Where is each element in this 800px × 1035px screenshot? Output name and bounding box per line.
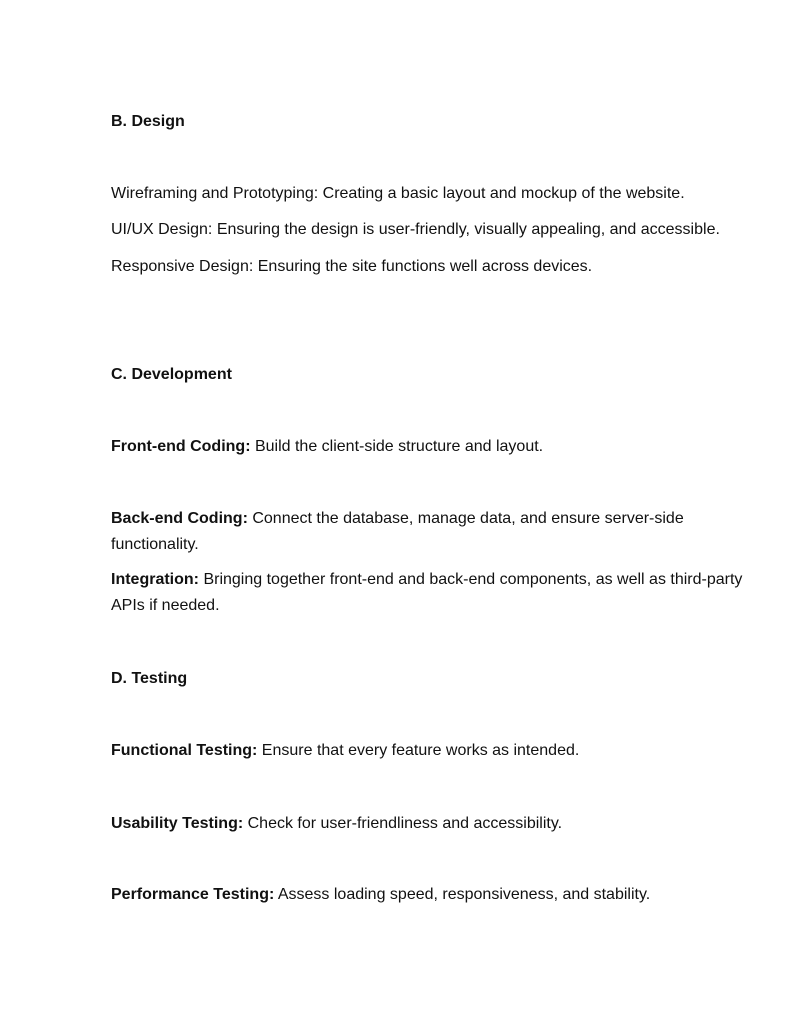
section-heading-testing: D. Testing (111, 670, 188, 687)
design-item-wireframing: Wireframing and Prototyping: Creating a basic layout and mockup of the website. (111, 185, 685, 202)
development-term-backend: Back-end Coding: (111, 510, 248, 527)
development-term-integration: Integration: (111, 571, 199, 588)
testing-text-performance: Assess loading speed, responsiveness, and stability. (274, 886, 651, 903)
section-heading-development: C. Development (111, 366, 232, 383)
development-text-integration: Bringing together front-end and back-end components, as well as third-party APIs if needed. (111, 571, 743, 614)
testing-text-usability: Check for user-friendliness and accessibility. (243, 815, 563, 832)
development-item-integration (111, 567, 751, 619)
development-item-frontend (111, 434, 751, 460)
development-item-backend (111, 506, 751, 558)
section-heading-design: B. Design (111, 113, 185, 130)
development-text-backend: Connect the database, manage data, and ensure server-side functionality. (111, 510, 684, 553)
development-text-frontend: Build the client-side structure and layout. (250, 438, 544, 455)
testing-term-usability: Usability Testing: (111, 815, 244, 832)
testing-item-functional (111, 738, 751, 764)
testing-item-performance (111, 882, 751, 908)
development-term-frontend: Front-end Coding: (111, 438, 251, 455)
design-item-responsive: Responsive Design: Ensuring the site functions well across devices. (111, 258, 593, 275)
testing-text-functional: Ensure that every feature works as intended. (257, 742, 580, 759)
testing-term-functional: Functional Testing: (111, 742, 258, 759)
testing-item-usability (111, 811, 751, 837)
testing-term-performance: Performance Testing: (111, 886, 275, 903)
design-item-uiux: UI/UX Design: Ensuring the design is user-friendly, visually appealing, and accessible. (111, 221, 720, 238)
